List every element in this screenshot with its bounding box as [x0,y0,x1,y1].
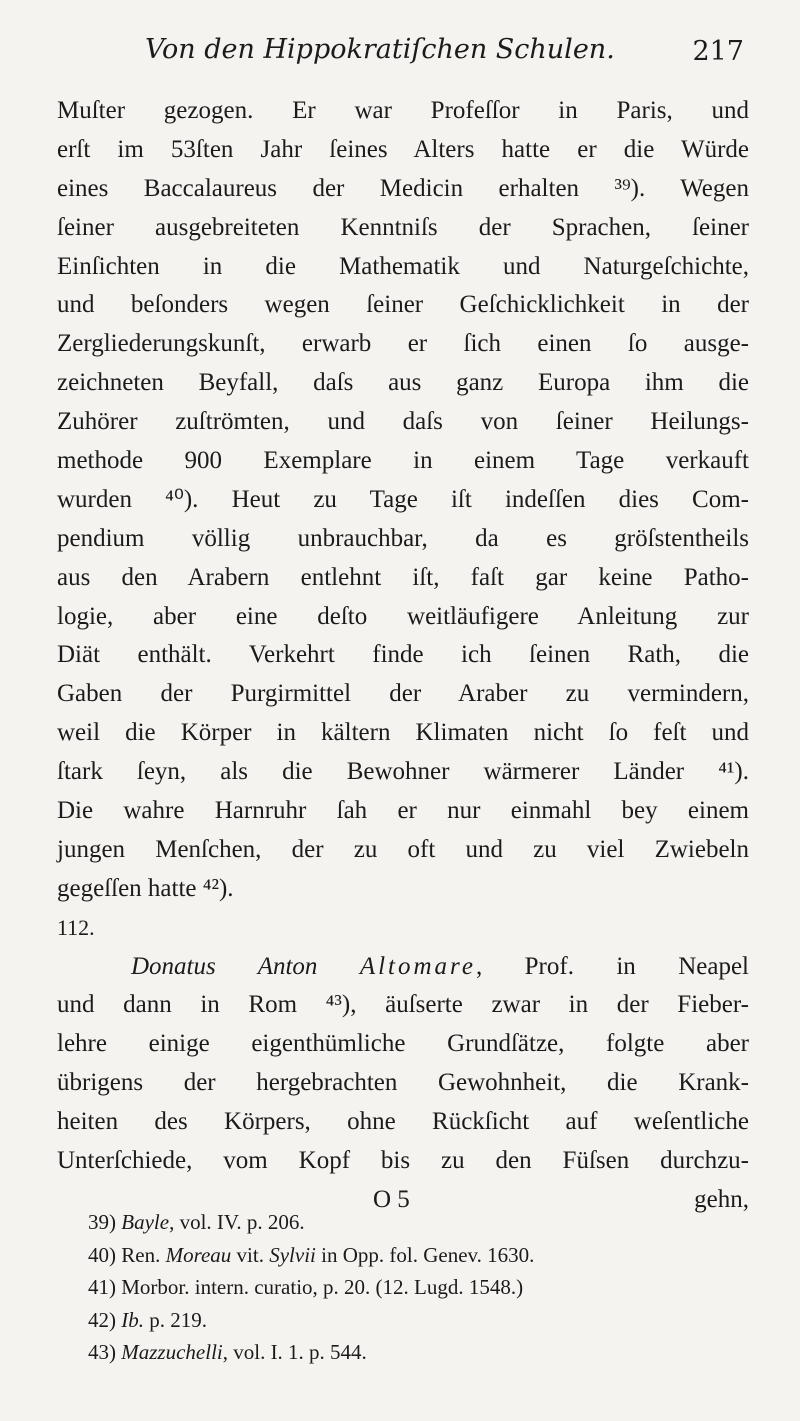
text-line: ſtark ſeyn, als die Bewohner wärmerer Länder ⁴¹). [57,758,749,786]
text-line: Die wahre Harnruhr ſah er nur einmahl bey einem [57,797,749,825]
page-number: 217 [692,36,744,67]
section-first-line-rest: , Prof. in Neapel [475,952,750,980]
text-line: Muſter gezogen. Er war Profeſſor in Paris, und [57,97,749,124]
footnote-text: vit. [231,1242,270,1267]
footnote [88,1271,748,1304]
text-line: wurden ⁴⁰). Heut zu Tage iſt indeſſen dies Com- [57,485,749,513]
footnote-text: p. 219. [144,1307,207,1332]
footnote [88,1336,748,1369]
footnote-italic: Bayle [121,1210,170,1234]
text-line: heiten des Körpers, ohne Rückſicht auf weſentliche [57,1108,749,1136]
text-line: weil die Körper in kältern Klimaten nicht ſo feſt und [57,719,749,747]
section-heading-row [57,909,749,948]
footnote-text: , vol. I. 1. p. 544. [222,1340,367,1364]
text-line: Zuhörer zuſtrömten, und daſs von ſeiner Heilungs- [57,408,749,436]
footnote-text: Morbor. intern. curatio, p. 20. (12. Lugd. 1548.) [121,1275,524,1299]
body-text [57,92,749,1219]
footnote [88,1239,748,1272]
footnote-italic: Sylvii [269,1242,316,1267]
footnote-text: Ren. [121,1242,166,1267]
footnotes [88,1206,748,1369]
text-line: Einſichten in die Mathematik und Naturgeſchichte, [57,252,749,280]
footnote-text: in Opp. fol. Genev. 1630. [315,1242,535,1267]
text-line: und dann in Rom ⁴³), äuſserte zwar in der Fieber- [57,991,749,1019]
text-line: jungen Menſchen, der zu oft und zu viel Zwiebeln [57,835,749,863]
footnote-italic: Ib. [121,1307,144,1332]
footnote-italic: Moreau [165,1242,232,1267]
running-title: Von den Hippokratiſchen Schulen. [145,34,615,65]
text-line: pendium völlig unbrauchbar, da es gröſstentheils [57,524,749,552]
footnote-number: 39) [88,1210,116,1234]
text-line: übrigens der hergebrachten Gewohnheit, die Krank- [57,1069,749,1097]
section-first-line [57,948,749,987]
footnote-text: , vol. IV. p. 206. [169,1210,305,1234]
text-line: Diät enthält. Verkehrt finde ich ſeinen Rath, die [57,641,749,669]
author-surname: Altomare [359,952,476,980]
text-line: aus den Arabern entlehnt iſt, faſt gar keine Patho- [57,563,749,591]
footnote-number: 42) [88,1307,116,1332]
page-header [60,30,744,80]
text-line: Zergliederungskunſt, erwarb er ſich einen ſo ausge- [57,330,749,358]
text-line: lehre einige eigenthümliche Grundſätze, folgte aber [57,1030,749,1058]
section-number: 112. [57,914,95,940]
text-line: gegeſſen hatte ⁴²). [57,874,234,902]
text-line: eines Baccalaureus der Medicin erhalten ³⁹). Wegen [57,174,749,202]
text-line: und beſonders wegen ſeiner Geſchicklichkeit in der [57,291,749,319]
text-line: erſt im 53ſten Jahr ſeines Alters hatte er die Würde [57,135,749,163]
footnote-number: 40) [88,1242,116,1267]
footnote-number: 43) [88,1340,116,1364]
footnote-italic: Mazzuchelli [121,1340,223,1364]
text-line: zeichneten Beyfall, daſs aus ganz Europa ihm die [57,369,749,397]
catchword: gehn, [694,1185,749,1213]
text-line: methode 900 Exemplare in einem Tage verkauft [57,447,749,475]
footnote [88,1304,748,1337]
signature-mark: O 5 [373,1185,410,1213]
text-line: Unterſchiede, vom Kopf bis zu den Füſsen durchzu- [57,1147,749,1175]
text-line: ſeiner ausgebreiteten Kenntniſs der Sprachen, ſeiner [57,213,749,241]
footnote [88,1206,748,1239]
footnote-number: 41) [88,1275,116,1299]
text-line: logie, aber eine deſto weitläufigere Anleitung zur [57,602,749,630]
text-line: Gaben der Purgirmittel der Araber zu vermindern, [57,680,749,708]
author-name: Donatus Anton [131,952,318,980]
